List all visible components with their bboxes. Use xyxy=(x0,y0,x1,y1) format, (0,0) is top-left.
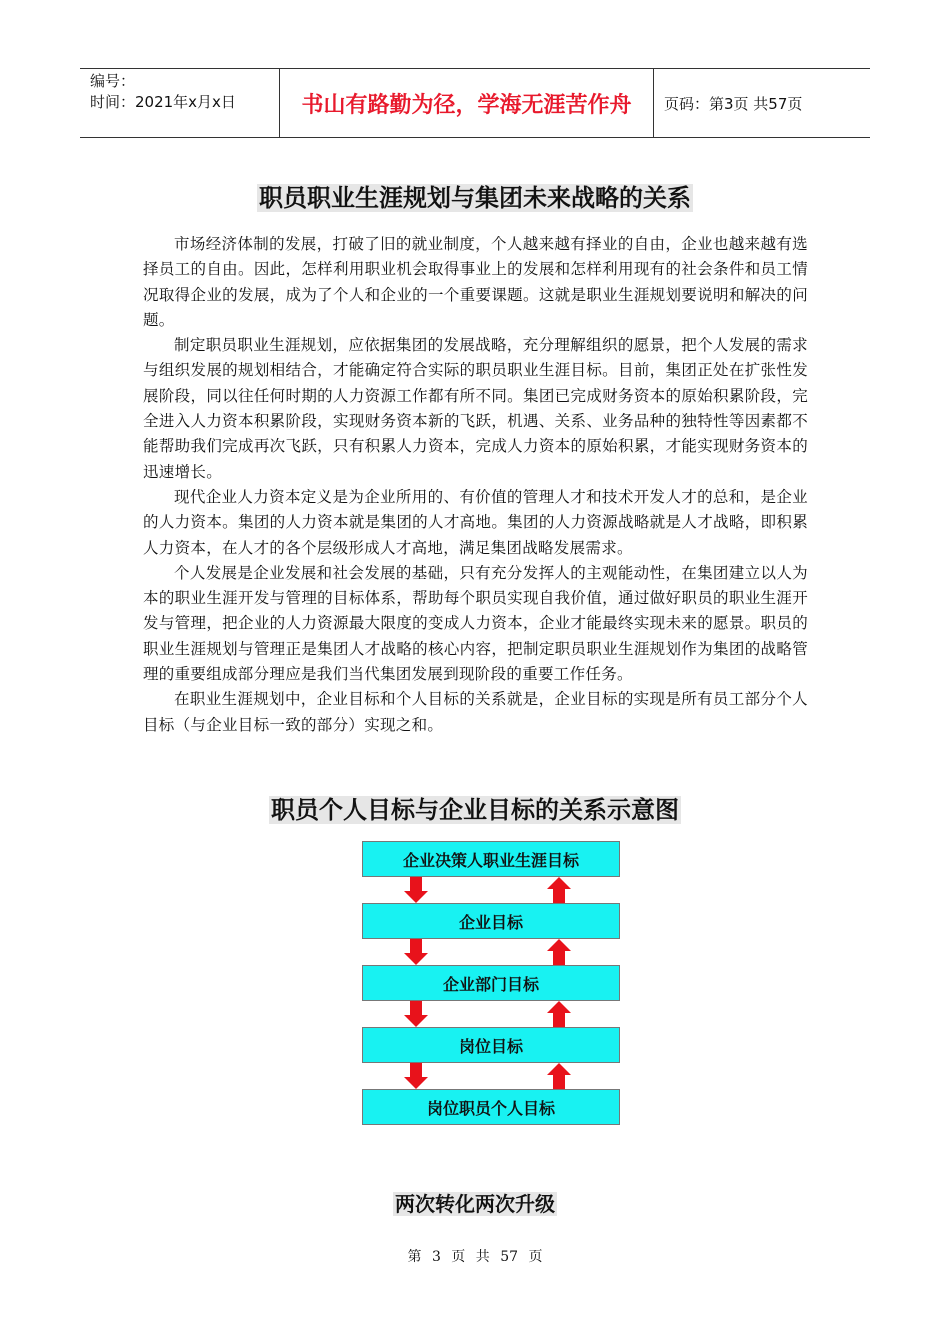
paragraph-1: 市场经济体制的发展，打破了旧的就业制度，个人越来越有择业的自由，企业也越来越有选择员工的自由。因此，怎样利用职业机会取得事业上的发展和怎样利用现有的社会条件和员工情况取得企业的发展，成为了个人和企业的一个重要课题。这就是职业生涯规划要说明和解决的问题。 xyxy=(143,235,808,329)
goal-box: 岗位职员个人目标 xyxy=(362,1089,620,1125)
up-arrow-icon xyxy=(547,1063,571,1089)
paragraph-4: 个人发展是企业发展和社会发展的基础，只有充分发挥人的主观能动性，在集团建立以人为本的职业生涯开发与管理的目标体系，帮助每个职员实现自我价值，通过做好职员的职业生涯开发与管理，把企业的人力资源最大限度的变成人力资本，企业才能最终实现未来的愿景。职员的职业生涯规划与管理正是集团人才战略的核心内容，把制定职员职业生涯规划作为集团的战略管理的重要组成部分理应是我们当代集团发展到现阶段的重要工作任务。 xyxy=(143,563,808,684)
down-arrow-icon xyxy=(404,939,428,965)
goal-box: 岗位目标 xyxy=(362,1027,620,1063)
number-label: 编号： xyxy=(90,72,136,90)
goal-box: 企业部门目标 xyxy=(362,965,620,1001)
goal-box: 企业目标 xyxy=(362,903,620,939)
time-label: 时间：2021年x月x日 xyxy=(90,93,236,111)
goal-box: 企业决策人职业生涯目标 xyxy=(362,841,620,877)
header-page-info: 页码：第3页 共57页 xyxy=(664,94,803,113)
up-arrow-icon xyxy=(547,1001,571,1027)
up-arrow-icon xyxy=(547,877,571,903)
main-title xyxy=(0,178,950,213)
diagram-title xyxy=(0,790,950,825)
diagram-title-text: 职员个人目标与企业目标的关系示意图 xyxy=(271,796,679,824)
paragraph-2: 制定职员职业生涯规划，应依据集团的发展战略，充分理解组织的愿景，把个人发展的需求与组织发展的规划相结合，才能确定符合实际的职员职业生涯目标。目前，集团正处在扩张性发展阶段，同以往任何时期的人力资源工作都有所不同。集团已完成财务资本的原始积累阶段，完全进入人力资本积累阶段，实现财务资本新的飞跃，机遇、关系、业务品种的独特性等因素都不能帮助我们完成再次飞跃，只有积累人力资本，完成人力资本的原始积累，才能实现财务资本的迅速增长。 xyxy=(143,336,808,481)
down-arrow-icon xyxy=(404,877,428,903)
up-arrow-icon xyxy=(547,939,571,965)
paragraph-5: 在职业生涯规划中，企业目标和个人目标的关系就是，企业目标的实现是所有员工部分个人目标（与企业目标一致的部分）实现之和。 xyxy=(143,690,808,734)
page-footer: 第 3 页 共 57 页 xyxy=(407,1249,543,1265)
down-arrow-icon xyxy=(404,1063,428,1089)
section-subtitle-text: 两次转化两次升级 xyxy=(395,1192,555,1216)
header-meta xyxy=(80,69,280,137)
main-title-text: 职员职业生涯规划与集团未来战略的关系 xyxy=(259,184,691,212)
down-arrow-icon xyxy=(404,1001,428,1027)
header-motto: 书山有路勤为径，学海无涯苦作舟 xyxy=(280,69,654,137)
body-text xyxy=(143,232,808,738)
section-subtitle xyxy=(0,1188,950,1217)
page-header xyxy=(80,68,870,138)
paragraph-3: 现代企业人力资本定义是为企业所用的、有价值的管理人才和技术开发人才的总和，是企业的人力资本。集团的人力资本就是集团的人才高地。集团的人力资源战略就是人才战略，即积累人力资本，在人才的各个层级形成人才高地，满足集团战略发展需求。 xyxy=(143,487,808,557)
